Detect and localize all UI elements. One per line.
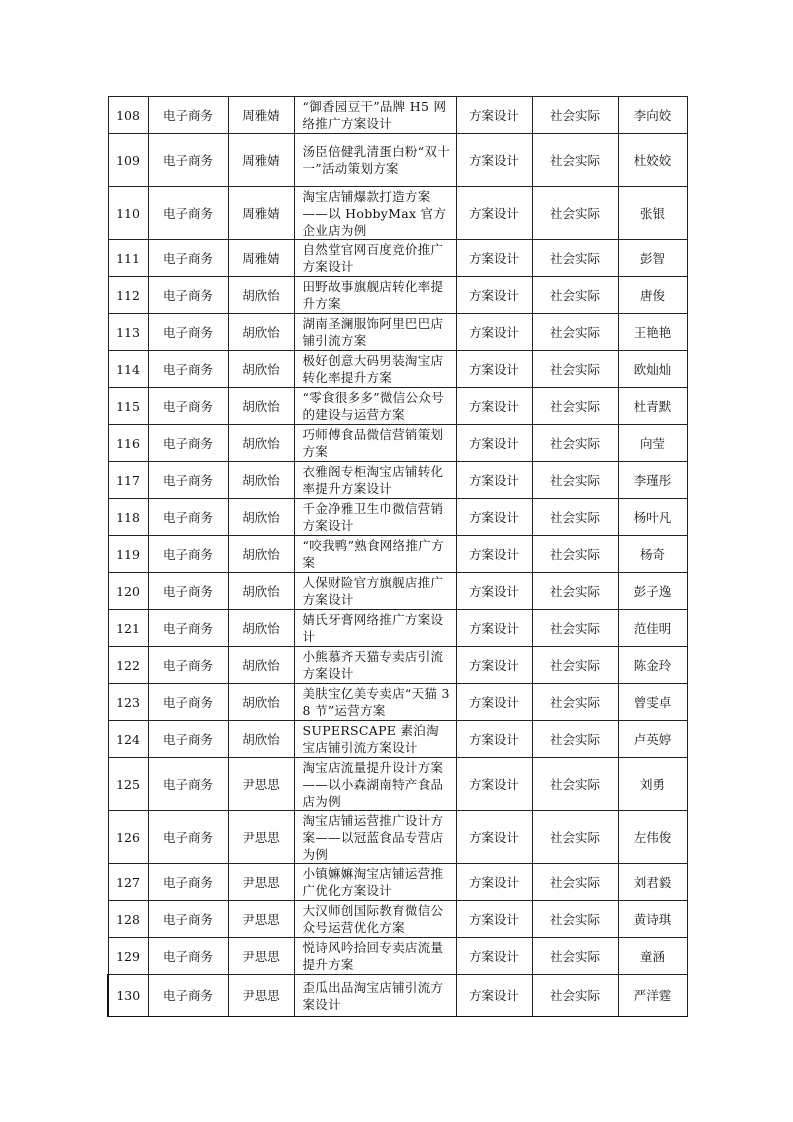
type-cell: 方案设计	[456, 462, 532, 499]
advisor-cell: 胡欣怡	[228, 462, 294, 499]
source-cell: 社会实际	[532, 647, 618, 684]
advisor-cell: 胡欣怡	[228, 536, 294, 573]
topic-cell: 小镇嫲嫲淘宝店铺运营推广优化方案设计	[294, 864, 456, 901]
type-cell: 方案设计	[456, 647, 532, 684]
topic-cell: “零食很多多”微信公众号的建设与运营方案	[294, 388, 456, 425]
table-body	[108, 97, 687, 1017]
major-cell: 电子商务	[148, 499, 228, 536]
type-cell: 方案设计	[456, 240, 532, 277]
row-number: 117	[108, 462, 148, 499]
student-cell: 杜姣姣	[618, 134, 687, 187]
type-cell: 方案设计	[456, 684, 532, 721]
student-cell: 左伟俊	[618, 811, 687, 864]
table-row	[108, 610, 687, 647]
topic-list-table	[107, 96, 688, 1017]
table-row	[108, 240, 687, 277]
topic-cell: 大汉师创国际教育微信公众号运营优化方案	[294, 901, 456, 938]
source-cell: 社会实际	[532, 721, 618, 758]
student-cell: 李瑾彤	[618, 462, 687, 499]
source-cell: 社会实际	[532, 938, 618, 975]
advisor-cell: 胡欣怡	[228, 388, 294, 425]
student-cell: 欧灿灿	[618, 351, 687, 388]
major-cell: 电子商务	[148, 97, 228, 134]
advisor-cell: 周雅婧	[228, 97, 294, 134]
type-cell: 方案设计	[456, 864, 532, 901]
topic-cell: 人保财险官方旗舰店推广方案设计	[294, 573, 456, 610]
row-number: 110	[108, 187, 148, 240]
major-cell: 电子商务	[148, 684, 228, 721]
table-row	[108, 277, 687, 314]
source-cell: 社会实际	[532, 351, 618, 388]
row-number: 118	[108, 499, 148, 536]
topic-cell: SUPERSCAPE 素泊淘宝店铺引流方案设计	[294, 721, 456, 758]
type-cell: 方案设计	[456, 938, 532, 975]
source-cell: 社会实际	[532, 573, 618, 610]
major-cell: 电子商务	[148, 647, 228, 684]
source-cell: 社会实际	[532, 811, 618, 864]
row-number: 126	[108, 811, 148, 864]
row-number: 119	[108, 536, 148, 573]
source-cell: 社会实际	[532, 901, 618, 938]
source-cell: 社会实际	[532, 240, 618, 277]
major-cell: 电子商务	[148, 721, 228, 758]
table-row	[108, 721, 687, 758]
advisor-cell: 胡欣怡	[228, 647, 294, 684]
student-cell: 童涵	[618, 938, 687, 975]
table-row	[108, 864, 687, 901]
advisor-cell: 胡欣怡	[228, 351, 294, 388]
student-cell: 彭子逸	[618, 573, 687, 610]
source-cell: 社会实际	[532, 536, 618, 573]
topic-cell: 湖南圣澜服饰阿里巴巴店铺引流方案	[294, 314, 456, 351]
source-cell: 社会实际	[532, 499, 618, 536]
row-number: 116	[108, 425, 148, 462]
type-cell: 方案设计	[456, 536, 532, 573]
major-cell: 电子商务	[148, 425, 228, 462]
type-cell: 方案设计	[456, 277, 532, 314]
source-cell: 社会实际	[532, 975, 618, 1017]
advisor-cell: 胡欣怡	[228, 610, 294, 647]
advisor-cell: 胡欣怡	[228, 499, 294, 536]
type-cell: 方案设计	[456, 499, 532, 536]
advisor-cell: 胡欣怡	[228, 573, 294, 610]
student-cell: 刘勇	[618, 758, 687, 811]
table-row	[108, 758, 687, 811]
type-cell: 方案设计	[456, 388, 532, 425]
table-row	[108, 573, 687, 610]
topic-cell: 淘宝店铺运营推广设计方案——以冠蓝食品专营店为例	[294, 811, 456, 864]
student-cell: 陈金玲	[618, 647, 687, 684]
type-cell: 方案设计	[456, 721, 532, 758]
major-cell: 电子商务	[148, 314, 228, 351]
type-cell: 方案设计	[456, 758, 532, 811]
row-number: 113	[108, 314, 148, 351]
student-cell: 唐俊	[618, 277, 687, 314]
row-number: 122	[108, 647, 148, 684]
advisor-cell: 尹思思	[228, 758, 294, 811]
type-cell: 方案设计	[456, 351, 532, 388]
source-cell: 社会实际	[532, 277, 618, 314]
topic-cell: 淘宝店铺爆款打造方案——以 HobbyMax 官方企业店为例	[294, 187, 456, 240]
advisor-cell: 胡欣怡	[228, 425, 294, 462]
student-cell: 刘君毅	[618, 864, 687, 901]
topic-cell: 悦诗风吟拾回专卖店流量提升方案	[294, 938, 456, 975]
topic-cell: 小熊慕齐天猫专卖店引流方案设计	[294, 647, 456, 684]
student-cell: 曾雯卓	[618, 684, 687, 721]
row-number: 129	[108, 938, 148, 975]
type-cell: 方案设计	[456, 425, 532, 462]
row-number: 123	[108, 684, 148, 721]
table-row	[108, 134, 687, 187]
row-number: 109	[108, 134, 148, 187]
major-cell: 电子商务	[148, 975, 228, 1017]
table-row	[108, 314, 687, 351]
topic-cell: 淘宝店流量提升设计方案——以小森湖南特产食品店为例	[294, 758, 456, 811]
topic-cell: “御香园豆干”品牌 H5 网络推广方案设计	[294, 97, 456, 134]
topic-cell: 婧氏牙膏网络推广方案设计	[294, 610, 456, 647]
student-cell: 向莹	[618, 425, 687, 462]
topic-cell: 巧师傅食品微信营销策划方案	[294, 425, 456, 462]
row-number: 128	[108, 901, 148, 938]
table-row	[108, 901, 687, 938]
type-cell: 方案设计	[456, 901, 532, 938]
table-row	[108, 462, 687, 499]
table-row	[108, 684, 687, 721]
table-row	[108, 499, 687, 536]
major-cell: 电子商务	[148, 758, 228, 811]
major-cell: 电子商务	[148, 938, 228, 975]
table-row	[108, 938, 687, 975]
topic-cell: 衣雅阁专柜淘宝店铺转化率提升方案设计	[294, 462, 456, 499]
student-cell: 彭智	[618, 240, 687, 277]
table-row	[108, 811, 687, 864]
source-cell: 社会实际	[532, 610, 618, 647]
topic-cell: 美肤宝亿美专卖店“天猫 38 节”运营方案	[294, 684, 456, 721]
advisor-cell: 周雅婧	[228, 134, 294, 187]
major-cell: 电子商务	[148, 811, 228, 864]
major-cell: 电子商务	[148, 573, 228, 610]
type-cell: 方案设计	[456, 97, 532, 134]
source-cell: 社会实际	[532, 462, 618, 499]
major-cell: 电子商务	[148, 536, 228, 573]
source-cell: 社会实际	[532, 187, 618, 240]
student-cell: 杜青默	[618, 388, 687, 425]
type-cell: 方案设计	[456, 314, 532, 351]
student-cell: 杨叶凡	[618, 499, 687, 536]
advisor-cell: 周雅婧	[228, 187, 294, 240]
student-cell: 黄诗琪	[618, 901, 687, 938]
major-cell: 电子商务	[148, 134, 228, 187]
major-cell: 电子商务	[148, 187, 228, 240]
topic-cell: 极好创意大码男装淘宝店转化率提升方案	[294, 351, 456, 388]
major-cell: 电子商务	[148, 351, 228, 388]
source-cell: 社会实际	[532, 864, 618, 901]
type-cell: 方案设计	[456, 187, 532, 240]
type-cell: 方案设计	[456, 610, 532, 647]
advisor-cell: 尹思思	[228, 864, 294, 901]
source-cell: 社会实际	[532, 97, 618, 134]
student-cell: 李向姣	[618, 97, 687, 134]
row-number: 121	[108, 610, 148, 647]
major-cell: 电子商务	[148, 901, 228, 938]
advisor-cell: 胡欣怡	[228, 721, 294, 758]
source-cell: 社会实际	[532, 134, 618, 187]
row-number: 115	[108, 388, 148, 425]
student-cell: 范佳明	[618, 610, 687, 647]
student-cell: 杨奇	[618, 536, 687, 573]
advisor-cell: 尹思思	[228, 975, 294, 1017]
row-number: 124	[108, 721, 148, 758]
advisor-cell: 胡欣怡	[228, 277, 294, 314]
source-cell: 社会实际	[532, 314, 618, 351]
source-cell: 社会实际	[532, 388, 618, 425]
major-cell: 电子商务	[148, 610, 228, 647]
row-number: 108	[108, 97, 148, 134]
topic-cell: 歪瓜出品淘宝店铺引流方案设计	[294, 975, 456, 1017]
advisor-cell: 尹思思	[228, 938, 294, 975]
row-number: 114	[108, 351, 148, 388]
major-cell: 电子商务	[148, 277, 228, 314]
topic-cell: “咬我鸭”熟食网络推广方案	[294, 536, 456, 573]
table-row	[108, 975, 687, 1017]
table-row	[108, 187, 687, 240]
advisor-cell: 尹思思	[228, 901, 294, 938]
row-number: 130	[108, 975, 148, 1017]
major-cell: 电子商务	[148, 864, 228, 901]
topic-cell: 千金净雅卫生巾微信营销方案设计	[294, 499, 456, 536]
row-number: 125	[108, 758, 148, 811]
major-cell: 电子商务	[148, 462, 228, 499]
topic-cell: 田野故事旗舰店转化率提升方案	[294, 277, 456, 314]
advisor-cell: 胡欣怡	[228, 314, 294, 351]
student-cell: 严洋霆	[618, 975, 687, 1017]
row-number: 127	[108, 864, 148, 901]
topic-cell: 汤臣倍健乳清蛋白粉“双十一”活动策划方案	[294, 134, 456, 187]
topic-cell: 自然堂官网百度竞价推广方案设计	[294, 240, 456, 277]
table-row	[108, 425, 687, 462]
row-number: 112	[108, 277, 148, 314]
row-number: 111	[108, 240, 148, 277]
type-cell: 方案设计	[456, 811, 532, 864]
source-cell: 社会实际	[532, 758, 618, 811]
type-cell: 方案设计	[456, 573, 532, 610]
source-cell: 社会实际	[532, 425, 618, 462]
major-cell: 电子商务	[148, 388, 228, 425]
source-cell: 社会实际	[532, 684, 618, 721]
table-row	[108, 388, 687, 425]
table-row	[108, 536, 687, 573]
advisor-cell: 胡欣怡	[228, 684, 294, 721]
table-row	[108, 351, 687, 388]
table-row	[108, 97, 687, 134]
table-row	[108, 647, 687, 684]
student-cell: 卢英婷	[618, 721, 687, 758]
student-cell: 张银	[618, 187, 687, 240]
advisor-cell: 尹思思	[228, 811, 294, 864]
type-cell: 方案设计	[456, 975, 532, 1017]
advisor-cell: 周雅婧	[228, 240, 294, 277]
major-cell: 电子商务	[148, 240, 228, 277]
type-cell: 方案设计	[456, 134, 532, 187]
row-number: 120	[108, 573, 148, 610]
student-cell: 王艳艳	[618, 314, 687, 351]
